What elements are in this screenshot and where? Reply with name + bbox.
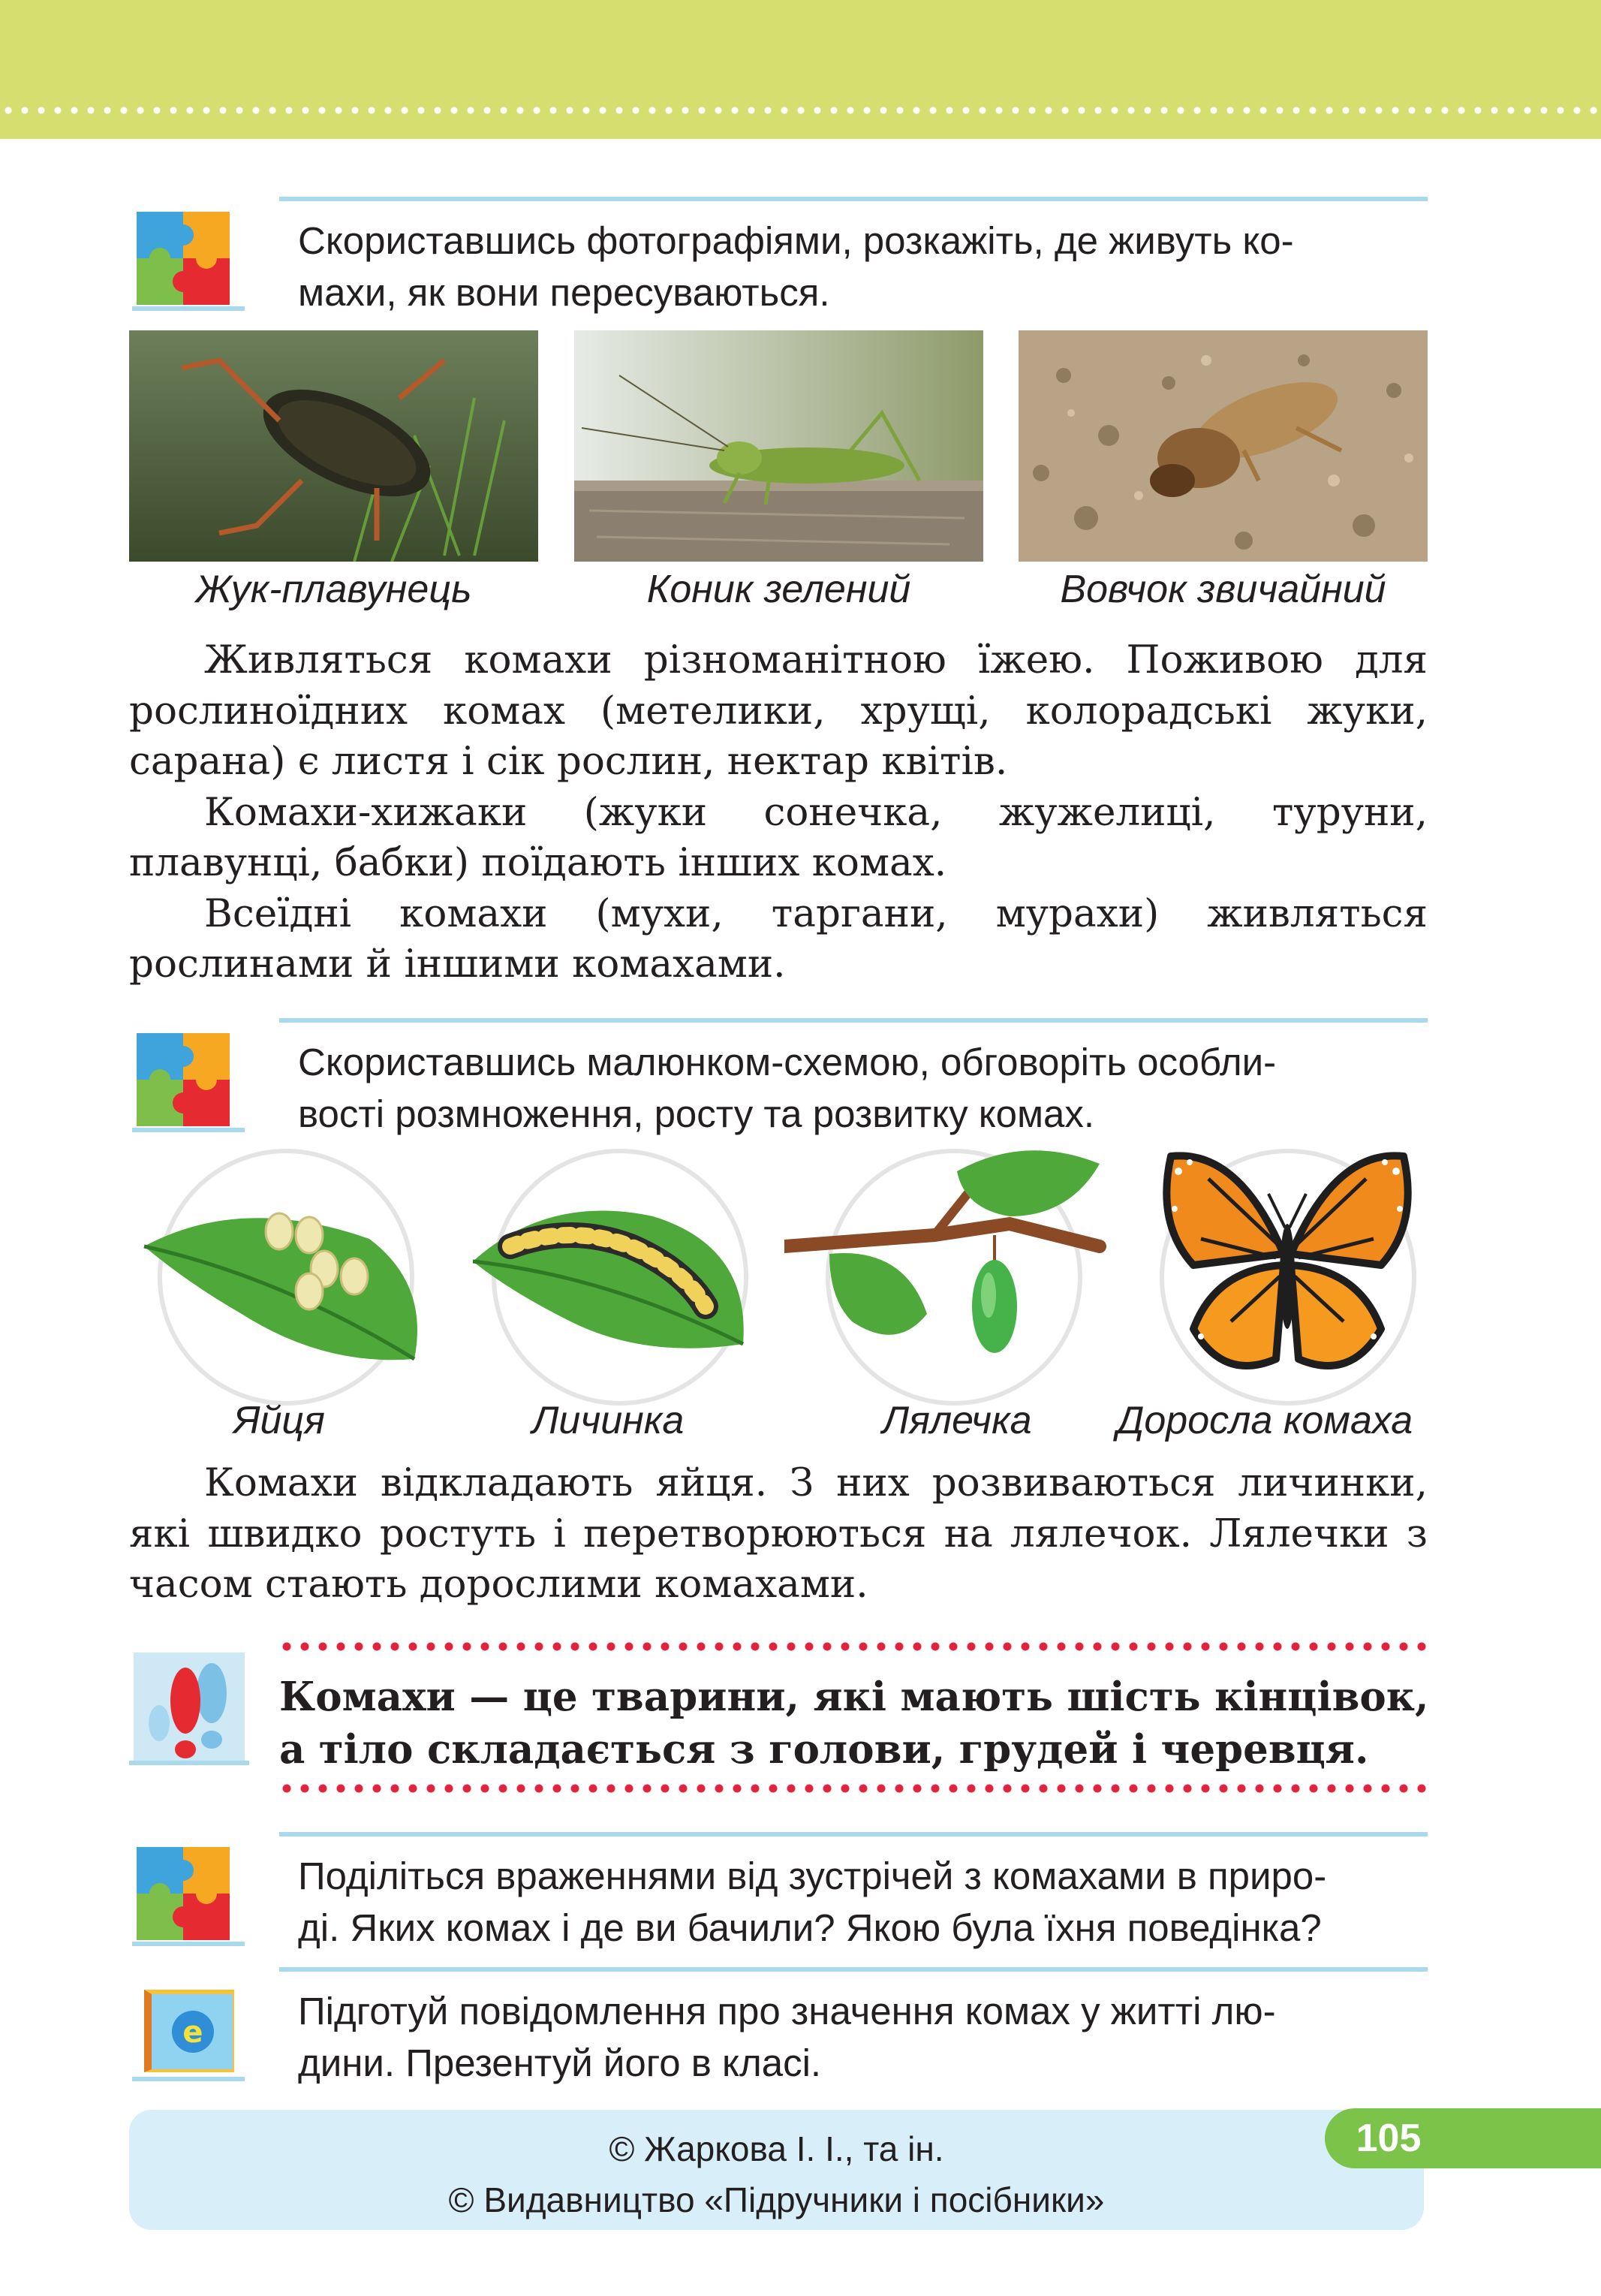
top-band — [0, 0, 1601, 139]
stage-caption: Яйця — [233, 1399, 325, 1442]
task-text: Скориставшись малюнком-схемою, обговоріть особли- вості розмноження, росту та розвитку комах. — [298, 1041, 1277, 1135]
copyright-authors: © Жаркова І. І., та ін. — [609, 2129, 944, 2168]
puzzle-icon — [129, 197, 249, 317]
stage-caption: Лялечка — [882, 1399, 1032, 1442]
top-dotted-line — [0, 105, 1601, 116]
photo-grasshopper — [574, 330, 983, 562]
task-text: Поділіться враженнями від зустрічей з комахами в приро- ді. Яких комах і де ви бачили? Якою була їхня поведінка? — [298, 1855, 1327, 1949]
caterpillar-on-leaf-illustration — [458, 1134, 758, 1412]
stage-caption: Личинка — [531, 1399, 685, 1442]
task-rule — [279, 197, 1428, 201]
rule-text: Комахи — це тварини, які мають шість кінцівок, а тіло складається з голови, грудей і черевця. — [279, 1674, 1429, 1773]
eggs-on-leaf-illustration — [129, 1134, 429, 1412]
exclamation-icon — [129, 1648, 249, 1768]
page-number: 105 — [1356, 2117, 1422, 2160]
puzzle-icon — [129, 1018, 249, 1138]
paragraph: Всеїдні комахи (мухи, таргани, мурахи) живляться рослинами й іншими комахами. — [129, 890, 1428, 987]
butterfly-illustration — [1148, 1134, 1426, 1412]
task-block-scheme — [129, 1018, 1428, 1138]
task-rule — [279, 1018, 1428, 1023]
development-text — [129, 1458, 1428, 1611]
rule-dotted-line-bottom — [278, 1783, 1430, 1794]
photo-caption: Коник зелений — [646, 568, 911, 611]
task-rule — [279, 1832, 1428, 1836]
photo-caption: Жук-плавунець — [195, 568, 472, 611]
paragraph: Комахи-хижаки (жуки сонечка, жужелиці, туруни, плавунці, бабки) поїдають інших комах. — [129, 789, 1428, 885]
task-rule — [279, 1967, 1428, 1972]
book-icon — [129, 1967, 249, 2087]
copyright-publisher: © Видавництво «Підручники і посібники» — [448, 2180, 1105, 2219]
paragraph: Живляться комахи різноманітною їжею. Поживою для рослиноїдних комах (метелики, хрущі, колорадські жуки, сарана) є листя і сік рослин, нектар квітів. — [129, 637, 1428, 784]
photo-water-beetle — [129, 330, 538, 562]
puzzle-icon — [129, 1832, 249, 1952]
task-text: Підготуй повідомлення про значення комах у житті лю- дини. Презентуй його в класі. — [298, 1990, 1276, 2084]
task-block-impressions — [129, 1832, 1428, 1952]
pupa-on-branch-illustration — [784, 1134, 1115, 1412]
task-block-photos — [129, 197, 1428, 317]
feeding-text — [129, 635, 1428, 990]
rule-dotted-line-top — [278, 1641, 1430, 1652]
stage-caption: Доросла комаха — [1116, 1399, 1413, 1442]
task-text: Скориставшись фотографіями, розкажіть, де живуть ко- махи, як вони пересуваються. — [298, 219, 1294, 314]
paragraph: Комахи відкладають яйця. З них розвиваються личинки, які швидко ростуть і перетворюються на лялечок. Лялечки з часом стають дорослими комахами. — [129, 1460, 1428, 1607]
photo-caption: Вовчок звичайний — [1060, 568, 1386, 611]
photo-mole-cricket — [1019, 330, 1428, 562]
task-block-report — [129, 1967, 1428, 2087]
copyright-text — [129, 2123, 1424, 2225]
svg-text:e: e — [182, 2015, 203, 2050]
